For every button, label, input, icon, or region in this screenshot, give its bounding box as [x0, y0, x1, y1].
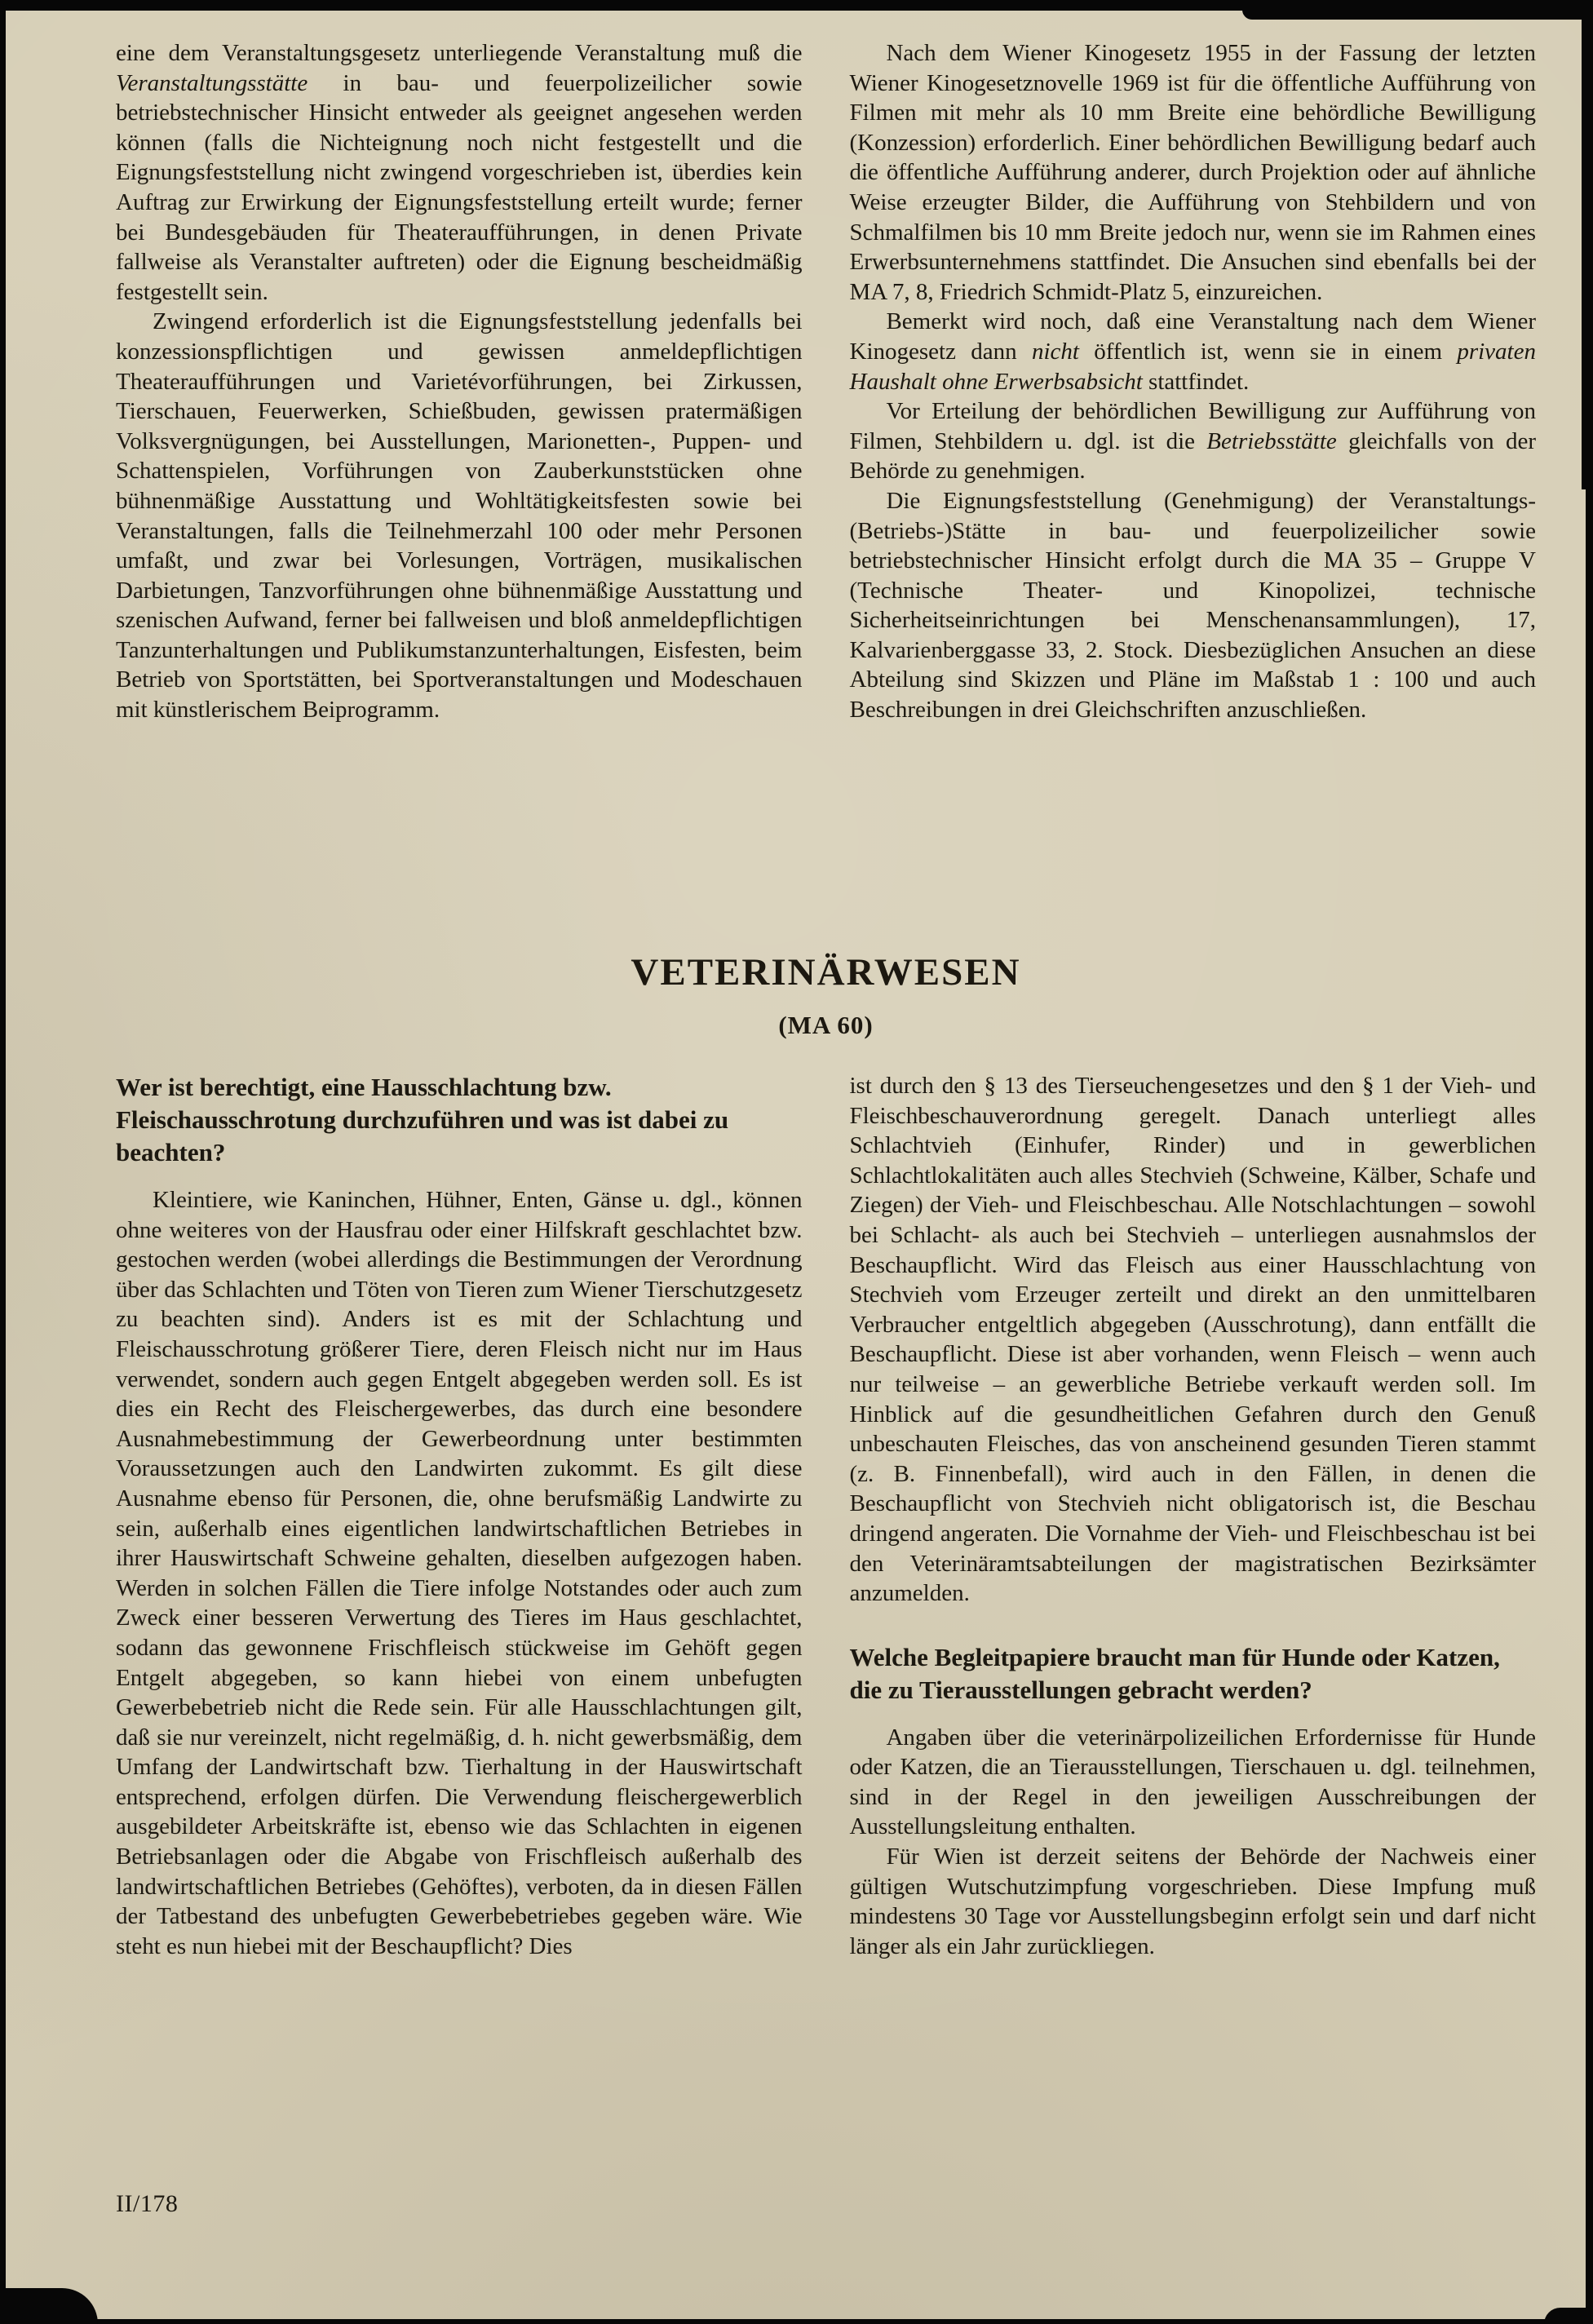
text-segment: stattfindet. [1142, 368, 1250, 395]
text-segment: Vor Erteilung der behördlichen Bewilligung zur Aufführung von Filmen, Stehbildern u. dgl. ist die [849, 398, 1536, 454]
qa-left-column [116, 1071, 803, 1961]
emphasized-term: nicht [1031, 338, 1079, 365]
text-segment: in bau- und feuerpolizeilicher sowie betriebstechnischer Hinsicht entweder als geeignet angesehen werden können (falls die Nichteignung noch nicht festgestellt und die Eignungsfeststellung nicht zwingend vorgeschrieben ist, überdies kein Auftrag zur Erwirkung der Eignungsfeststellung erteilt wurde; ferner bei Bundesgebäuden für Theateraufführungen, in denen Private fallweise als Veranstalter auftreten) oder die Eignung bescheidmäßig festgestellt sein. [116, 69, 803, 305]
question-1-body-right: ist durch den § 13 des Tierseuchengesetzes und den § 1 der Vieh- und Fleischbeschauverordnung geregelt. Danach unterliegt alles Schlachtvieh (Einhufer, Rinder) und in gewerblichen Schlachtlokalitäten auch alles Stechvieh (Schweine, Kälber, Schafe und Ziegen) der Vieh- und Fleischbeschau. Alle Notschlachtungen – sowohl bei Schlacht- als auch bei Stechvieh – unterliegen ausnahmslos der Beschaupflicht. Wird das Fleisch aus einer Hausschlachtung von Stechvieh vom Erzeuger zerteilt und direkt an den unmittelbaren Verbraucher entgeltlich abgegeben (Ausschrotung), dann entfällt die Beschaupflicht. Diese ist aber vorhanden, wenn Fleisch – wenn auch nur teilweise – an gewerbliche Betriebe verkauft werden soll. Im Hinblick auf die gesundheitlichen Gefahren durch den Genuß unbeschauten Fleisches, das von anscheinend gesunden Tieren stammt (z. B. Finnenbefall), wird auch in den Fällen, in denen die Beschaupflicht von Stechvieh nicht obligatorisch ist, die Beschau dringend angeraten. Die Vornahme der Vieh- und Fleischbeschau ist bei den Veterinäramtsabteilungen der magistratischen Bezirksämter anzumelden. [849, 1073, 1536, 1607]
paragraph-kinogesetz: Nach dem Wiener Kinogesetz 1955 in der Fassung der letzten Wiener Kinogesetznovelle 1969 ist für die öffentliche Aufführung von Filmen mit mehr als 10 mm Breite eine behördliche Bewilligung (Konzession) erforderlich. Einer behördlichen Bewilligung bedarf auch die öffentliche Aufführung anderer, durch Projektion oder auf ähnliche Weise erzeugter Bilder, die Aufführung von Stehbildern und von Schmalfilmen bis 10 mm Breite jedoch nur, wenn sie im Rahmen eines Erwerbsunternehmens stattfindet. Die Ansuchen sind ebenfalls bei der MA 7, 8, Friedrich Schmidt-Platz 5, einzureichen. [849, 40, 1536, 305]
qa-right-column [850, 1071, 1537, 1961]
section-subtitle: (MA 60) [778, 1011, 874, 1039]
paragraph-continuation-left-1 [116, 38, 803, 307]
emphasized-term: privaten Haushalt ohne Erwerbsabsicht [849, 338, 1536, 395]
paper [6, 11, 1586, 2319]
scan-edge-top-right [1242, 0, 1593, 20]
left-column [116, 38, 803, 725]
question-1-body-left: Kleintiere, wie Kaninchen, Hühner, Enten, Gänse u. dgl., können ohne weiteres von der Hausfrau oder einer Hilfskraft geschlachtet bzw. gestochen werden (wobei allerdings die Bestimmungen der Verordnung über das Schlachten und Töten von Tieren zum Wiener Tierschutzgesetz zu beachten sind). Anders ist es mit der Schlachtung und Fleischausschrotung größerer Tiere, deren Fleisch nicht nur im Haus verwendet, sondern auch gegen Entgelt abgegeben werden soll. Es ist dies ein Recht des Fleischergewerbes, das durch eine besondere Ausnahmebestimmung der Gewerbeordnung unter bestimmten Voraussetzungen auch den Landwirten zukommt. Es gilt diese Ausnahme ebenso für Personen, die, ohne berufsmäßig Landwirte zu sein, außerhalb eines eigentlichen landwirtschaftlichen Betriebes in ihrer Hauswirtschaft Schweine gehalten, dieselben aufgezogen haben. Werden in solchen Fällen die Tiere infolge Notstandes oder auch zum Zweck einer besseren Verwertung des Tieres im Haus geschlachtet, sodann das gewonnene Frischfleisch stückweise im Gehöft gegen Entgelt abgegeben, so kann hiebei von einem unbefugten Gewerbebetrieb nicht die Rede sein. Für alle Hausschlachtungen gilt, daß sie nur vereinzelt, nicht regelmäßig, d. h. nicht gewerbsmäßig, dem Umfang der Landwirtschaft bzw. Tierhaltung in der Hauswirtschaft entsprechend, erfolgen dürfen. Die Verwendung fleischergewerblich ausgebildeter Arbeitskräfte ist, ebenso wie das Schlachten in eigenen Betriebsanlagen oder die Abgabe von Frischfleisch außerhalb des landwirtschaftlichen Betriebes (Gehöftes), verboten, da in diesen Fällen der Tatbestand des unbefugten Gewerbebetriebes gegeben wäre. Wie steht es nun hiebei mit der Beschaupflicht? Dies [116, 1187, 803, 1959]
paragraph-vor-erteilung [850, 396, 1537, 486]
section-heading [116, 950, 1536, 1040]
qa-section [116, 1071, 1536, 1961]
question-2-heading: Welche Begleitpapiere braucht man für Hunde oder Katzen, die zu Tierausstellungen gebracht werden? [849, 1642, 1500, 1704]
scan-edge-right [1582, 0, 1593, 489]
question-2-body-1: Angaben über die veterinärpolizeilichen Erfordernisse für Hunde oder Katzen, die an Tierausstellungen, Tierschauen u. dgl. teilnehmen, sind in der Regel in den jeweiligen Ausschreibungen der Ausstellungsleitung enthalten. [849, 1724, 1536, 1840]
text-segment: Bemerkt wird noch, daß eine Veranstaltung nach dem Wiener Kinogesetz dann [849, 308, 1536, 365]
scan-edge-bottom-right [1544, 2308, 1593, 2324]
question-2-body-2: Für Wien ist derzeit seitens der Behörde der Nachweis einer gültigen Wutschutzimpfung vorgeschrieben. Diese Impfung muß mindestens 30 Tage vor Ausstellungsbeginn erfolgt sein und darf nicht länger als ein Jahr zurückliegen. [849, 1844, 1536, 1959]
right-column [850, 38, 1537, 725]
text-segment: gleichfalls von der Behörde zu genehmigen. [849, 427, 1536, 485]
emphasized-term: Veranstaltungsstätte [116, 69, 308, 96]
paragraph-eignungsfeststellung: Die Eignungsfeststellung (Genehmigung) der Veranstaltungs-(Betriebs-)Stätte in bau- und feuerpolizeilicher sowie betriebstechnischer Hinsicht erfolgt durch die MA 35 – Gruppe V (Technische Theater- und Kinopolizei, technische Sicherheitseinrichtungen bei Menschenansammlungen), 17, Kalvarienberggasse 33, 2. Stock. Diesbezüglichen Ansuchen an diese Abteilung sind Skizzen und Pläne im Maßstab 1 : 100 und auch Beschreibungen in drei Gleichschriften anzuschließen. [849, 487, 1536, 724]
paragraph-continuation-left-2: Zwingend erforderlich ist die Eignungsfeststellung jedenfalls bei konzessionspflichtigen und gewissen anmeldepflichtigen Theateraufführungen und Varietévorführungen, bei Zirkussen, Tierschauen, Feuerwerken, Schießbuden, gewissen pratermäßigen Volksvergnügungen, bei Ausstellungen, Marionetten-, Puppen- und Schattenspielen, Vorführungen von Zauberkunststücken ohne bühnenmäßige Ausstattung und Wohltätigkeitsfesten sowie bei Veranstaltungen, falls die Teilnehmerzahl 100 oder mehr Personen umfaßt, und zwar bei Vorlesungen, Vorträgen, musikalischen Darbietungen, Tanzvorführungen ohne bühnenmäßige Ausstattung und szenischen Aufwand, ferner bei fallweisen und bloß anmeldepflichtigen Tanzunterhaltungen und Publikumstanzunterhaltungen, Eisfesten, beim Betrieb von Sportstätten, bei Sportveranstaltungen und Modeschauen mit künstlerischem Beiprogramm. [116, 308, 803, 724]
paragraph-bemerkt [850, 307, 1537, 396]
section-title: VETERINÄRWESEN [631, 951, 1021, 994]
continuation-section [116, 38, 1536, 725]
question-1-heading: Wer ist berechtigt, eine Hausschlachtung bzw. Fleischausschrotung durchzuführen und was ist dabei zu beachten? [116, 1073, 729, 1166]
text-segment: öffentlich ist, wenn sie in einem [1078, 338, 1458, 365]
page-number: II/178 [116, 2190, 179, 2217]
emphasized-term: Betriebsstätte [1206, 427, 1337, 454]
text-segment: eine dem Veranstaltungsgesetz unterliegende Veranstaltung muß die [116, 40, 803, 66]
